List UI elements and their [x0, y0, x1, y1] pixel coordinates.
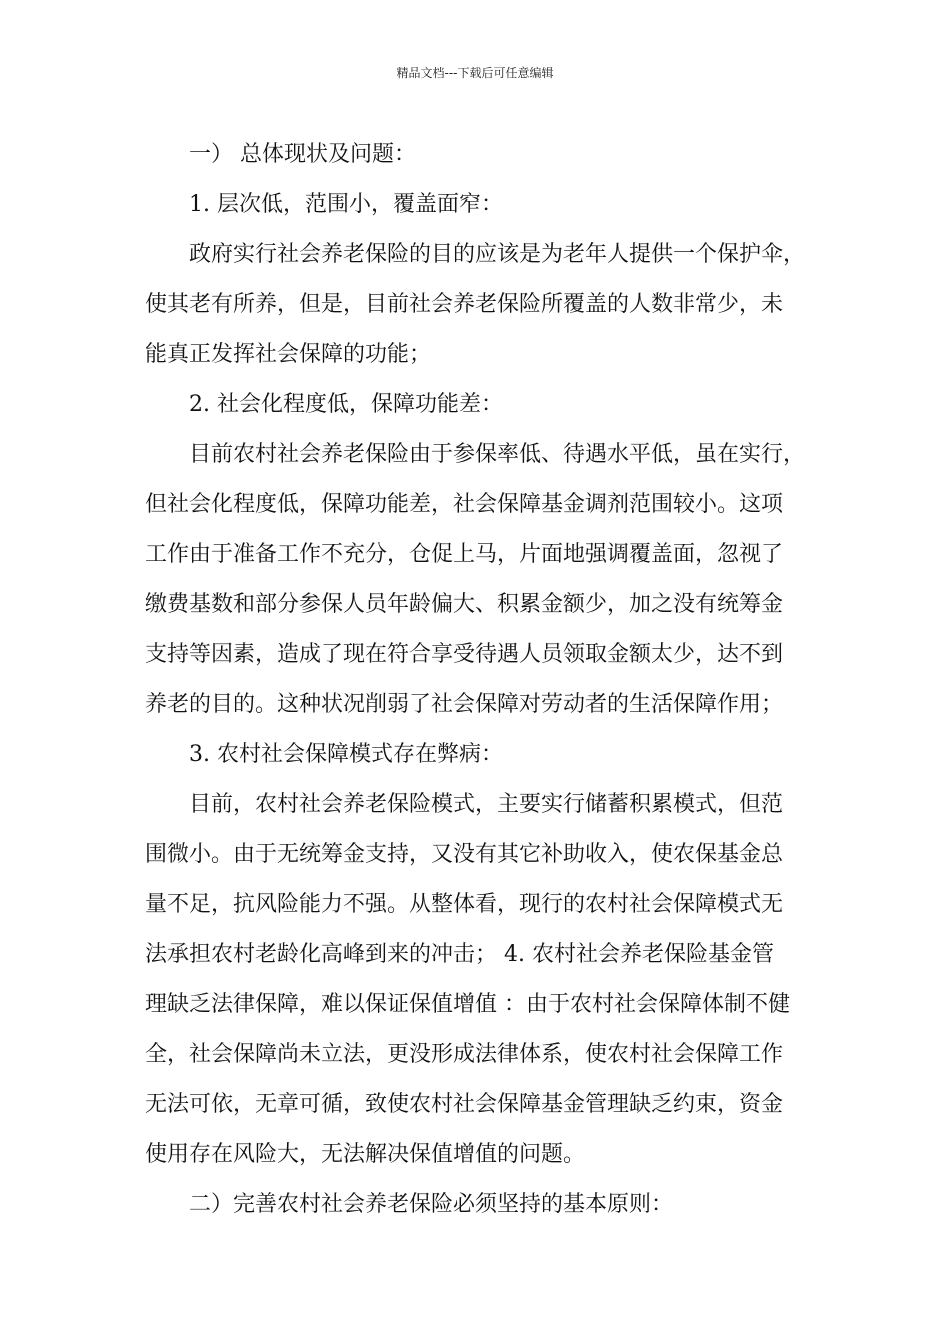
paragraph-line: 理缺乏法律保障，难以保证保值增值 ：由于农村社会保障体制不健 [145, 992, 790, 1017]
paragraph-line: 法承担农村老龄化高峰到来的冲击； 4. 农村社会养老保险基金管 [145, 942, 774, 967]
paragraph-line: 量不足，抗风险能力不强。从整体看，现行的农村社会保障模式无 [145, 892, 784, 917]
paragraph-line: 全，社会保障尚未立法，更没形成法律体系，使农村社会保障工作 [145, 1042, 784, 1067]
paragraph-line: 养老的目的。这种状况削弱了社会保障对劳动者的生活保障作用； [145, 692, 784, 717]
paragraph-line: 使用存在风险大，无法解决保值增值的问题。 [145, 1142, 586, 1167]
section-heading-2: 二）完善农村社会养老保险必须坚持的基本原则： [189, 1192, 674, 1217]
paragraph-line: 无法可依，无章可循，致使农村社会保障基金管理缺乏约束，资金 [145, 1092, 784, 1117]
subheading-3: 3. 农村社会保障模式存在弊病： [189, 742, 503, 767]
subheading-2: 2. 社会化程度低，保障功能差： [189, 392, 503, 417]
paragraph-line: 能真正发挥社会保障的功能； [145, 342, 432, 367]
subheading-1: 1. 层次低，范围小，覆盖面窄： [189, 192, 503, 217]
paragraph-line: 但社会化程度低，保障功能差，社会保障基金调剂范围较小。这项 [145, 492, 784, 517]
section-heading-1: 一） 总体现状及问题： [189, 142, 416, 167]
document-body [145, 130, 835, 1230]
paragraph-line: 缴费基数和部分参保人员年龄偏大、积累金额少，加之没有统筹金 [145, 592, 784, 617]
paragraph-line: 工作由于准备工作不充分，仓促上马，片面地强调覆盖面，忽视了 [145, 542, 784, 567]
paragraph-line: 支持等因素，造成了现在符合享受待遇人员领取金额太少，达不到 [145, 642, 784, 667]
paragraph-line: 目前农村社会养老保险由于参保率低、待遇水平低，虽在实行， [189, 442, 806, 467]
paragraph-line: 目前，农村社会养老保险模式，主要实行储蓄积累模式，但范 [189, 792, 784, 817]
paragraph-line: 政府实行社会养老保险的目的应该是为老年人提供一个保护伞， [189, 242, 806, 267]
paragraph-line: 使其老有所养，但是，目前社会养老保险所覆盖的人数非常少，未 [145, 292, 784, 317]
page-header: 精品文档---下载后可任意编辑 [396, 66, 554, 80]
paragraph-line: 围微小。由于无统筹金支持，又没有其它补助收入，使农保基金总 [145, 842, 784, 867]
